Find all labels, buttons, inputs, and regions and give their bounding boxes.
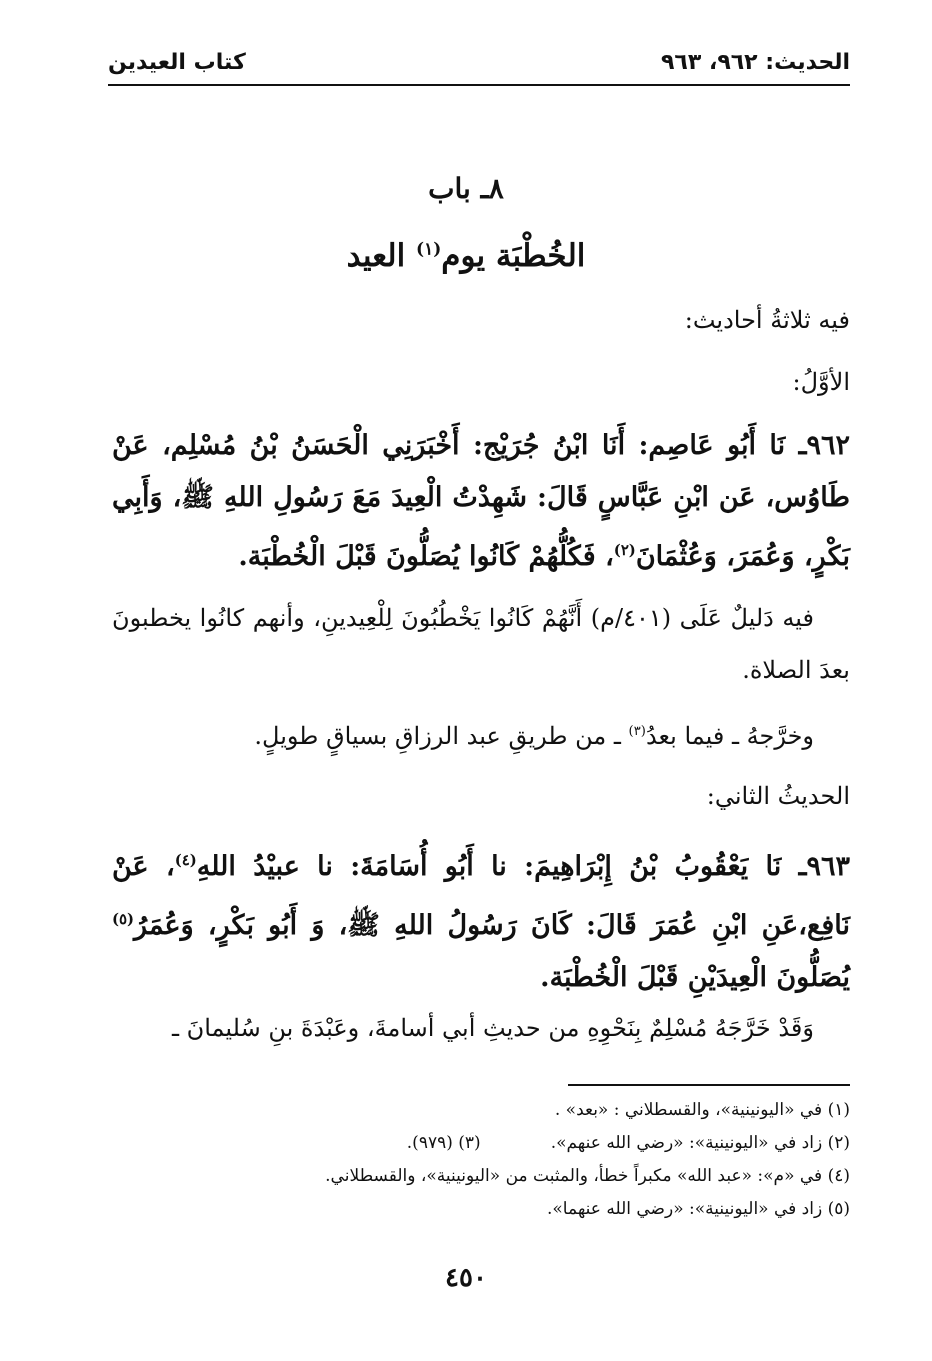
header-hadith-range: الحديث: ٩٦٢، ٩٦٣ [661, 50, 850, 75]
footnote-3: (٣) (٩٧٩). [406, 1133, 481, 1153]
chapter-number: ٨ـ باب [428, 172, 504, 205]
footnote-2: (٢) زاد في «اليونينية»: «رضي الله عنهم». [550, 1133, 850, 1153]
page-number: ٤٥٠ [445, 1263, 487, 1293]
first-hadith-heading: الأوَّلُ: [792, 368, 850, 396]
header-book-title: كتاب العيدين [108, 50, 246, 75]
footnote-ref-3: (٣) [628, 724, 646, 739]
second-hadith-heading: الحديثُ الثاني: [706, 782, 850, 810]
chapter-title-end: العيد [346, 238, 417, 274]
takhrij-text: وخرَّجهُ ـ فيما بعدُ [645, 722, 814, 750]
running-header [108, 44, 850, 86]
hadith-963-text-a: ٩٦٣ـ نَا يَعْقُوبُ بْنُ إِبْرَاهِيمَ: نا أَبُو أُسَامَةَ: نا عبيْدُ اللهِ [196, 851, 850, 882]
hadith-962-end: ، فَكُلُّهُمْ كَانُوا يُصَلُّونَ قَبْلَ الْخُطْبَة. [238, 541, 614, 572]
footnote-4: (٤) في «م»: «عبد الله» مكبراً خطأ، والمثبت من «اليونينية»، والقسطلاني. [325, 1166, 850, 1186]
intro-paragraph: فيه ثلاثةُ أحاديث: [684, 306, 850, 334]
hadith-963-text-c: يُصَلُّونَ الْعِيدَيْنِ قَبْلَ الْخُطْبَة. [540, 962, 850, 993]
hadith-962 [112, 420, 850, 583]
takhrij-paragraph [112, 706, 850, 762]
hadith-962-text: ٩٦٢ـ نَا أَبُو عَاصِم: أَنَا ابْنُ جُرَيْج: أَخْبَرَنِي الْحَسَنُ بْنُ مُسْلِم، عَنْ طَاوُس، عَن ابْنِ عَبَّاسٍ قَالَ: شَهِدْتُ الْعِيدَ مَعَ رَسُولِ اللهِ ﷺ، وَأَبِي بَكْرٍ، وَعُمَرَ، وَعُثْمَانَ [112, 430, 850, 572]
footnote-ref-1: (١) [416, 239, 442, 260]
muslim-paragraph: وَقَدْ خَرَّجَهُ مُسْلِمٌ بِنَحْوِهِ من حديثِ أبي أسامةَ، وعَبْدَةَ بنِ سُليمانَ ـ [171, 1014, 814, 1042]
footnote-ref-5: (٥) [112, 910, 135, 928]
hadith-963 [112, 834, 850, 1004]
footnote-divider [568, 1084, 850, 1086]
footnotes [112, 1094, 850, 1226]
chapter-title [0, 238, 932, 274]
chapter-title-text: الخُطْبَة يوم [441, 238, 586, 274]
hadith-963-text-b: ، عَنْ نَافِع،عَنِ ابْنِ عُمَرَ قَالَ: كَانَ رَسُولُ اللهِ ﷺ، وَ أَبُو بَكْرٍ، وَعُمَرُ [112, 851, 850, 941]
takhrij-end: ـ من طريقِ عبد الرزاقِ بسياقٍ طويلٍ. [254, 722, 621, 750]
commentary-paragraph: فيه دَليلٌ عَلَى (٤٠١/م) أَنَّهُمْ كَانُوا يَخْطُبُونَ لِلْعِيدينِ، وأنهم كانُوا يخطبونَ بعدَ الصلاة. [112, 604, 850, 684]
footnote-ref-2: (٢) [613, 541, 636, 559]
footnote-1: (١) في «اليونينية»، والقسطلاني : «بعد» . [554, 1100, 850, 1120]
footnote-ref-4: (٤) [174, 851, 197, 869]
footnote-5: (٥) زاد في «اليونينية»: «رضي الله عنهما». [547, 1199, 850, 1219]
footnote-2-3-line [112, 1127, 850, 1160]
